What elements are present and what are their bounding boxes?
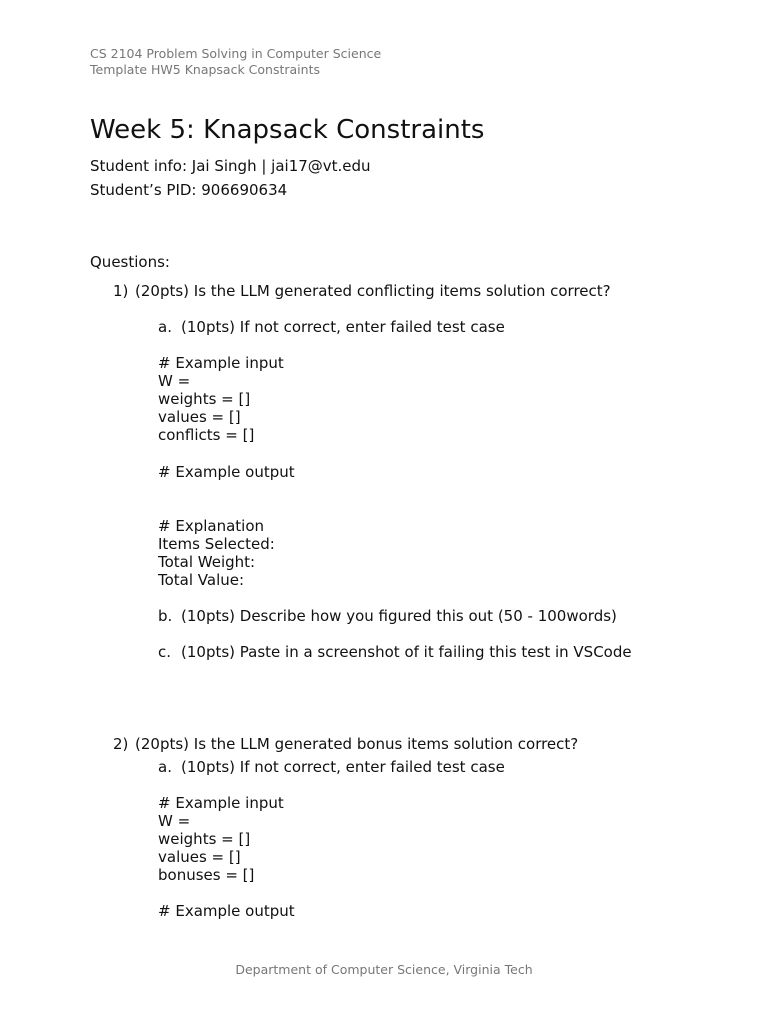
q2-w-line: W = [158,812,191,830]
q1-items-selected: Items Selected: [158,535,275,553]
q1-c-marker: c. [158,643,172,661]
student-info-value: Jai Singh | jai17@vt.edu [191,157,371,175]
q1-weights-line: weights = [] [158,390,251,408]
q1-example-input: # Example input [158,354,284,372]
q1-w-line: W = [158,372,191,390]
student-pid-value: 906690634 [201,181,288,199]
page-footer: Department of Computer Science, Virginia Tech [235,962,533,977]
q1-example-output: # Example output [158,463,295,481]
questions-heading: Questions: [90,253,170,271]
q1-total-weight: Total Weight: [158,553,256,571]
q1-number: 1) [113,282,129,300]
q2-text: (20pts) Is the LLM generated bonus items solution correct? [135,735,579,753]
q1-text: (20pts) Is the LLM generated conflicting items solution correct? [135,282,611,300]
q1-conflicts-line: conflicts = [] [158,426,255,444]
page-title: Week 5: Knapsack Constraints [90,115,485,145]
q1-values-line: values = [] [158,408,241,426]
student-pid-label: Student’s PID: [90,181,197,199]
q1-b-marker: b. [158,607,173,625]
q2-example-output: # Example output [158,902,295,920]
student-info-label: Student info: [90,157,188,175]
student-pid [90,181,287,199]
q2-weights-line: weights = [] [158,830,251,848]
q2-a-text: (10pts) If not correct, enter failed test case [181,758,505,776]
q2-values-line: values = [] [158,848,241,866]
q1-c-text: (10pts) Paste in a screenshot of it failing this test in VSCode [181,643,632,661]
q1-explanation: # Explanation [158,517,265,535]
q1-b-text: (10pts) Describe how you figured this out (50 - 100words) [181,607,617,625]
student-info [90,157,371,175]
q1-a-text: (10pts) If not correct, enter failed test case [181,318,505,336]
q2-number: 2) [113,735,129,753]
q2-example-input: # Example input [158,794,284,812]
header-course: CS 2104 Problem Solving in Computer Science [90,46,382,61]
q1-a-marker: a. [158,318,172,336]
q2-a-marker: a. [158,758,172,776]
q1-total-value: Total Value: [158,571,245,589]
q2-bonuses-line: bonuses = [] [158,866,255,884]
header-template: Template HW5 Knapsack Constraints [90,62,320,77]
